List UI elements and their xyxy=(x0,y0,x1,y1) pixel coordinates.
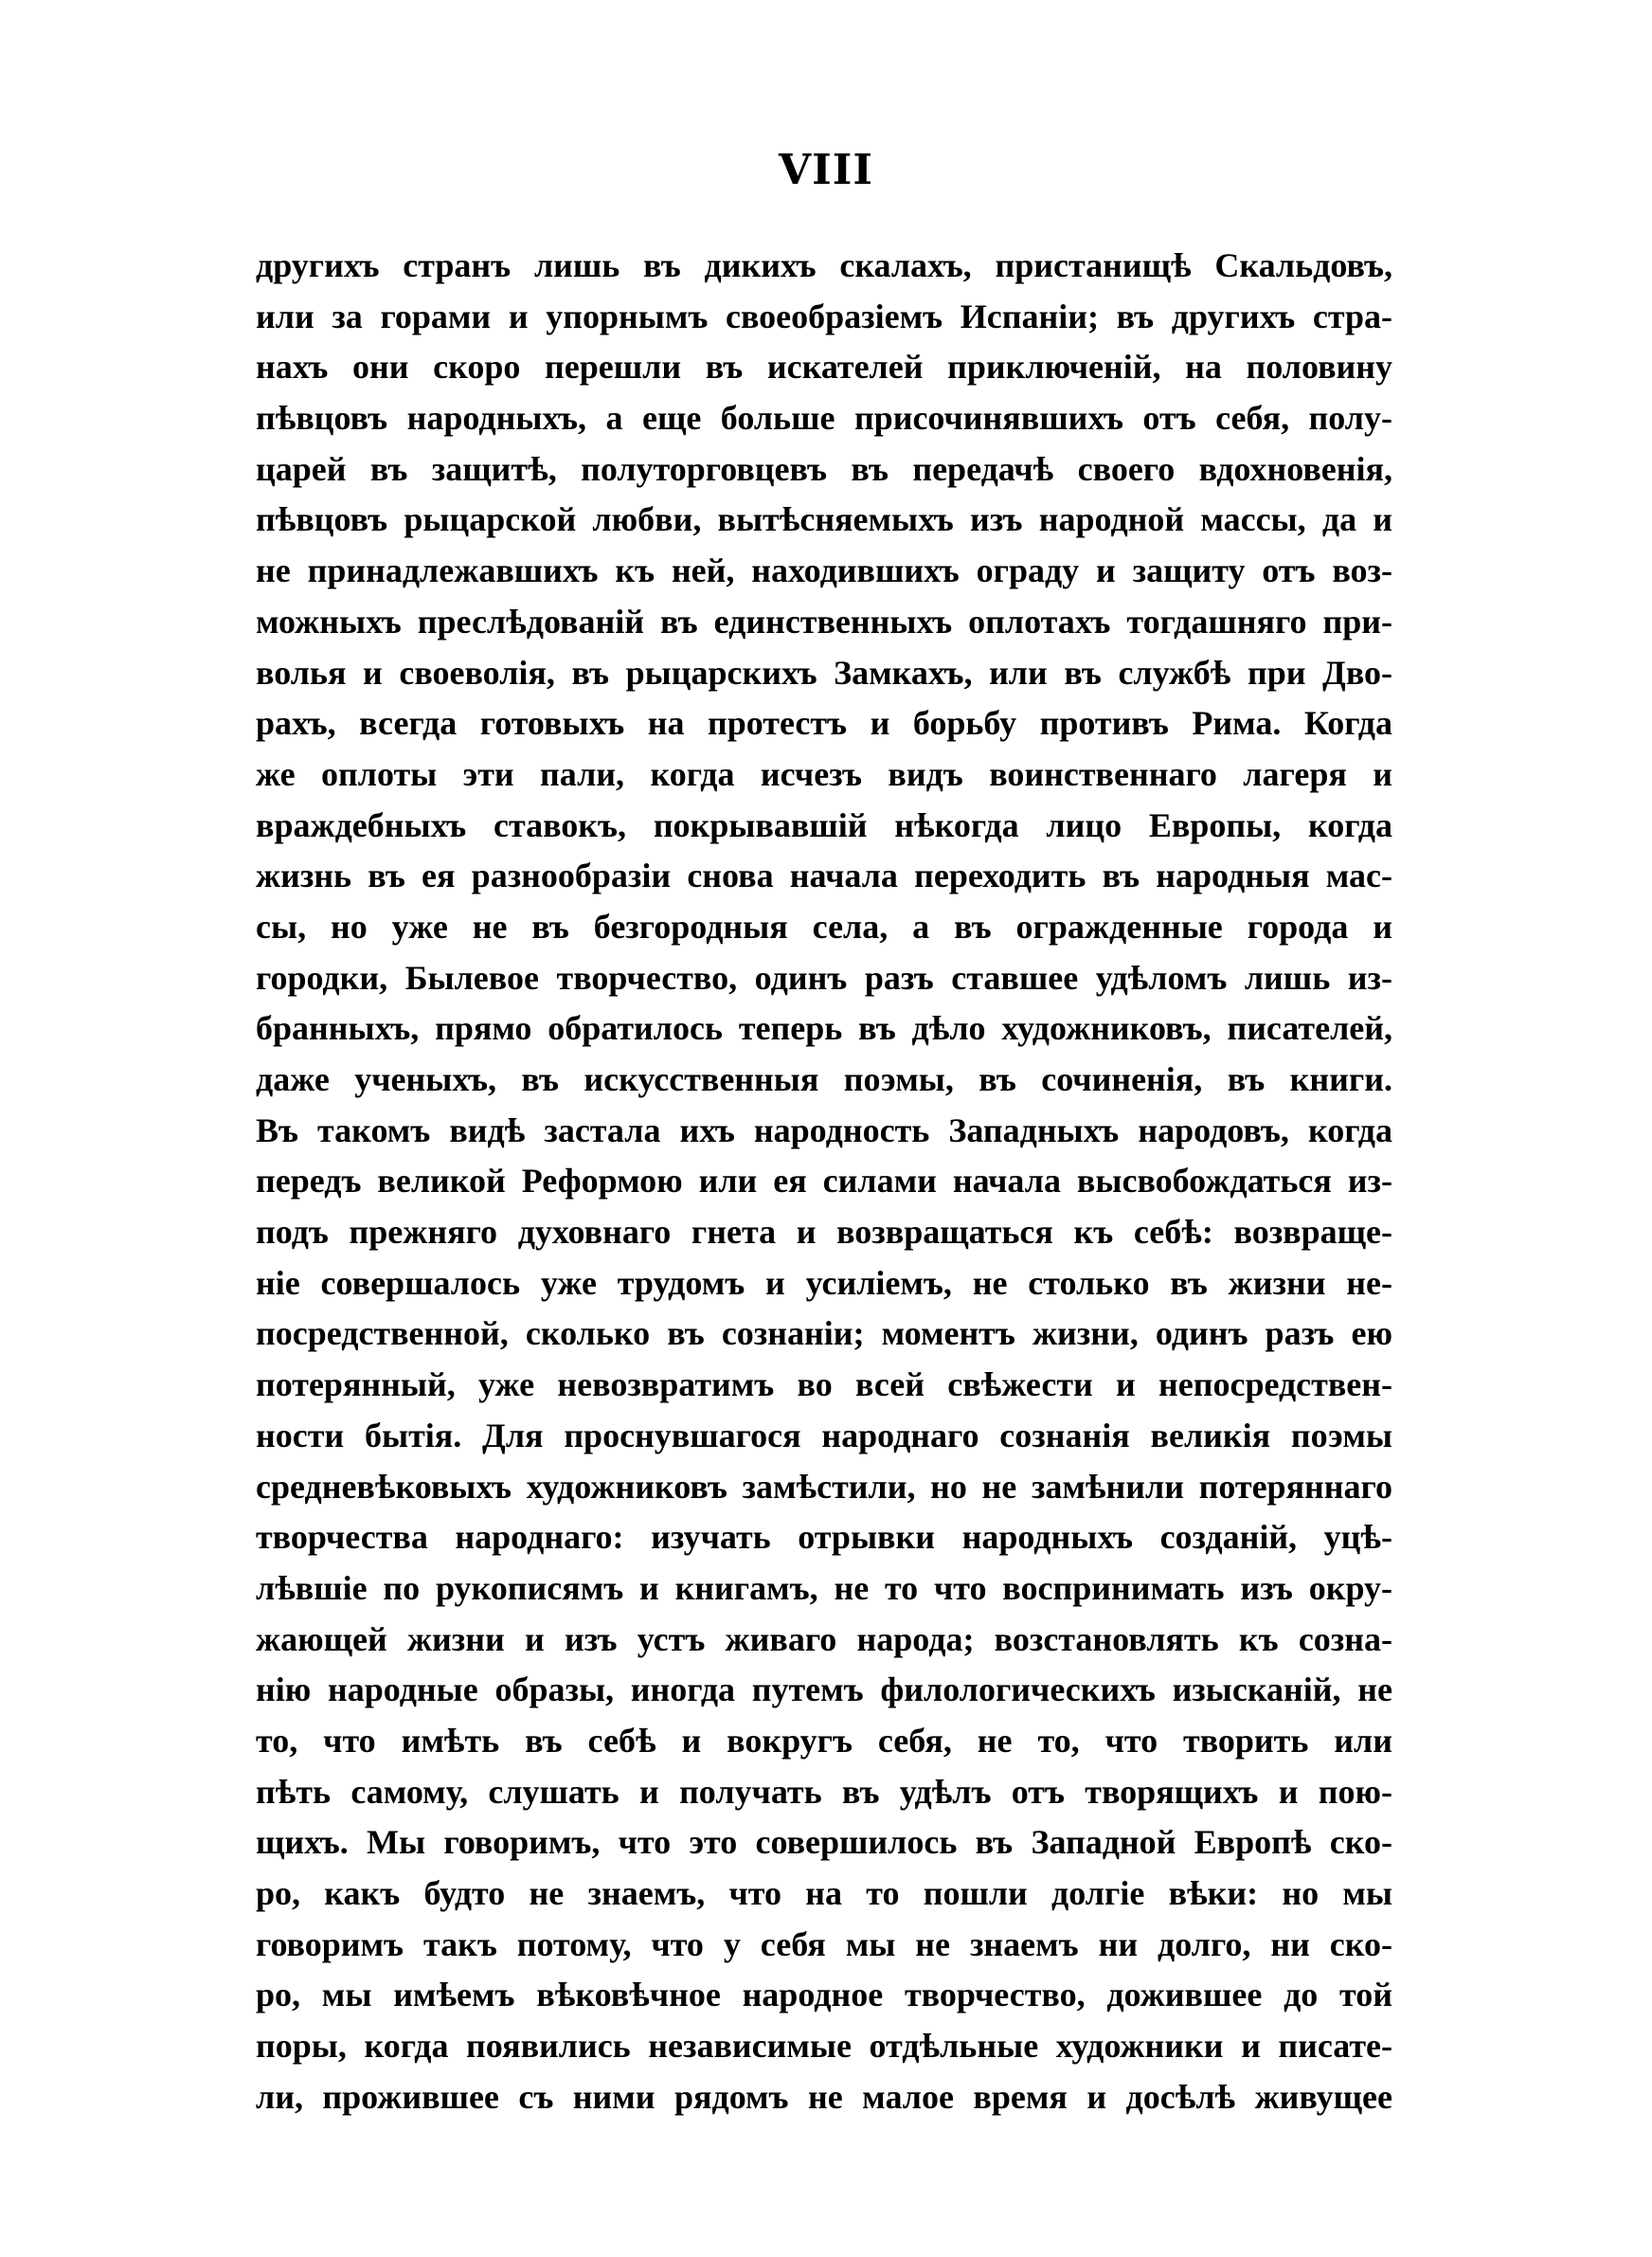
text-line: нію народные образы, иногда путемъ филологическихъ изысканій, не xyxy=(256,1670,1392,1709)
text-line: жизнь въ ея разнообразіи снова начала переходить въ народныя мас- xyxy=(256,857,1392,895)
text-line: пѣвцовъ рыцарской любви, вытѣсняемыхъ изъ народной массы, да и xyxy=(256,500,1392,539)
text-line: враждебныхъ ставокъ, покрывавшій нѣкогда лицо Европы, когда xyxy=(256,805,1392,844)
text-line: пѣть самому, слушать и получать въ удѣлъ отъ творящихъ и пою- xyxy=(256,1772,1392,1811)
text-line: жающей жизни и изъ устъ живаго народа; возстановлять къ созна- xyxy=(256,1619,1392,1658)
text-line: ли, прожившее съ ними рядомъ не малое время и досѣлѣ живущее xyxy=(256,2077,1392,2116)
text-line: сы, но уже не въ безгородныя села, а въ огражденные города и xyxy=(256,907,1392,946)
text-line: рахъ, всегда готовыхъ на протестъ и борьбу противъ Рима. Когда xyxy=(256,704,1392,743)
text-line: или за горами и упорнымъ своеобразіемъ Испаніи; въ другихъ стра- xyxy=(256,297,1392,335)
text-line: ности бытія. Для проснувшагося народнаго сознанія великія поэмы xyxy=(256,1416,1392,1454)
text-line: творчества народнаго: изучать отрывки народныхъ созданій, уцѣ- xyxy=(256,1518,1392,1557)
text-line: нахъ они скоро перешли въ искателей приключеній, на половину xyxy=(256,348,1392,387)
text-line: же оплоты эти пали, когда исчезъ видъ воинственнаго лагеря и xyxy=(256,754,1392,793)
text-line: Въ такомъ видѣ застала ихъ народность Западныхъ народовъ, когда xyxy=(256,1110,1392,1149)
text-line: волья и своеволія, въ рыцарскихъ Замкахъ, или въ службѣ при Дво- xyxy=(256,653,1392,692)
text-line: поры, когда появились независимые отдѣльные художники и писате- xyxy=(256,2027,1392,2066)
body-text xyxy=(256,241,1392,2122)
text-line: царей въ защитѣ, полуторговцевъ въ передачѣ своего вдохновенія, xyxy=(256,449,1392,488)
text-line: посредственной, сколько въ сознаніи; моментъ жизни, одинъ разъ ею xyxy=(256,1314,1392,1353)
text-line: другихъ странъ лишь въ дикихъ скалахъ, пристанищѣ Скальдовъ, xyxy=(256,246,1392,284)
text-line: ро, мы имѣемъ вѣковѣчное народное творчество, дожившее до той xyxy=(256,1976,1392,2014)
page-number: VIII xyxy=(779,146,873,194)
text-line: потерянный, уже невозвратимъ во всей свѣжести и непосредствен- xyxy=(256,1365,1392,1404)
text-line: средневѣковыхъ художниковъ замѣстили, но не замѣнили потеряннаго xyxy=(256,1467,1392,1506)
text-line: городки, Былевое творчество, одинъ разъ ставшее удѣломъ лишь из- xyxy=(256,958,1392,997)
text-line: лѣвшіе по рукописямъ и книгамъ, не то что воспринимать изъ окру- xyxy=(256,1568,1392,1607)
text-line: ро, какъ будто не знаемъ, что на то пошли долгіе вѣки: но мы xyxy=(256,1874,1392,1912)
text-line: передъ великой Реформою или ея силами начала высвобождаться из- xyxy=(256,1162,1392,1201)
text-line: даже ученыхъ, въ искусственныя поэмы, въ сочиненія, въ книги. xyxy=(256,1060,1392,1098)
text-line: говоримъ такъ потому, что у себя мы не знаемъ ни долго, ни ско- xyxy=(256,1924,1392,1963)
text-line: то, что имѣть въ себѣ и вокругъ себя, не то, что творить или xyxy=(256,1721,1392,1760)
text-line: ніе совершалось уже трудомъ и усиліемъ, не столько въ жизни не- xyxy=(256,1263,1392,1302)
text-line: не принадлежавшихъ къ ней, находившихъ ограду и защиту отъ воз- xyxy=(256,551,1392,590)
text-line: бранныхъ, прямо обратилось теперь въ дѣло художниковъ, писателей, xyxy=(256,1009,1392,1048)
text-line: подъ прежняго духовнаго гнета и возвращаться къ себѣ: возвраще- xyxy=(256,1213,1392,1252)
text-line: пѣвцовъ народныхъ, а еще больше присочинявшихъ отъ себя, полу- xyxy=(256,399,1392,438)
text-line: можныхъ преслѣдованій въ единственныхъ оплотахъ тогдашняго при- xyxy=(256,602,1392,641)
text-line: щихъ. Мы говоримъ, что это совершилось въ Западной Европѣ ско- xyxy=(256,1823,1392,1862)
